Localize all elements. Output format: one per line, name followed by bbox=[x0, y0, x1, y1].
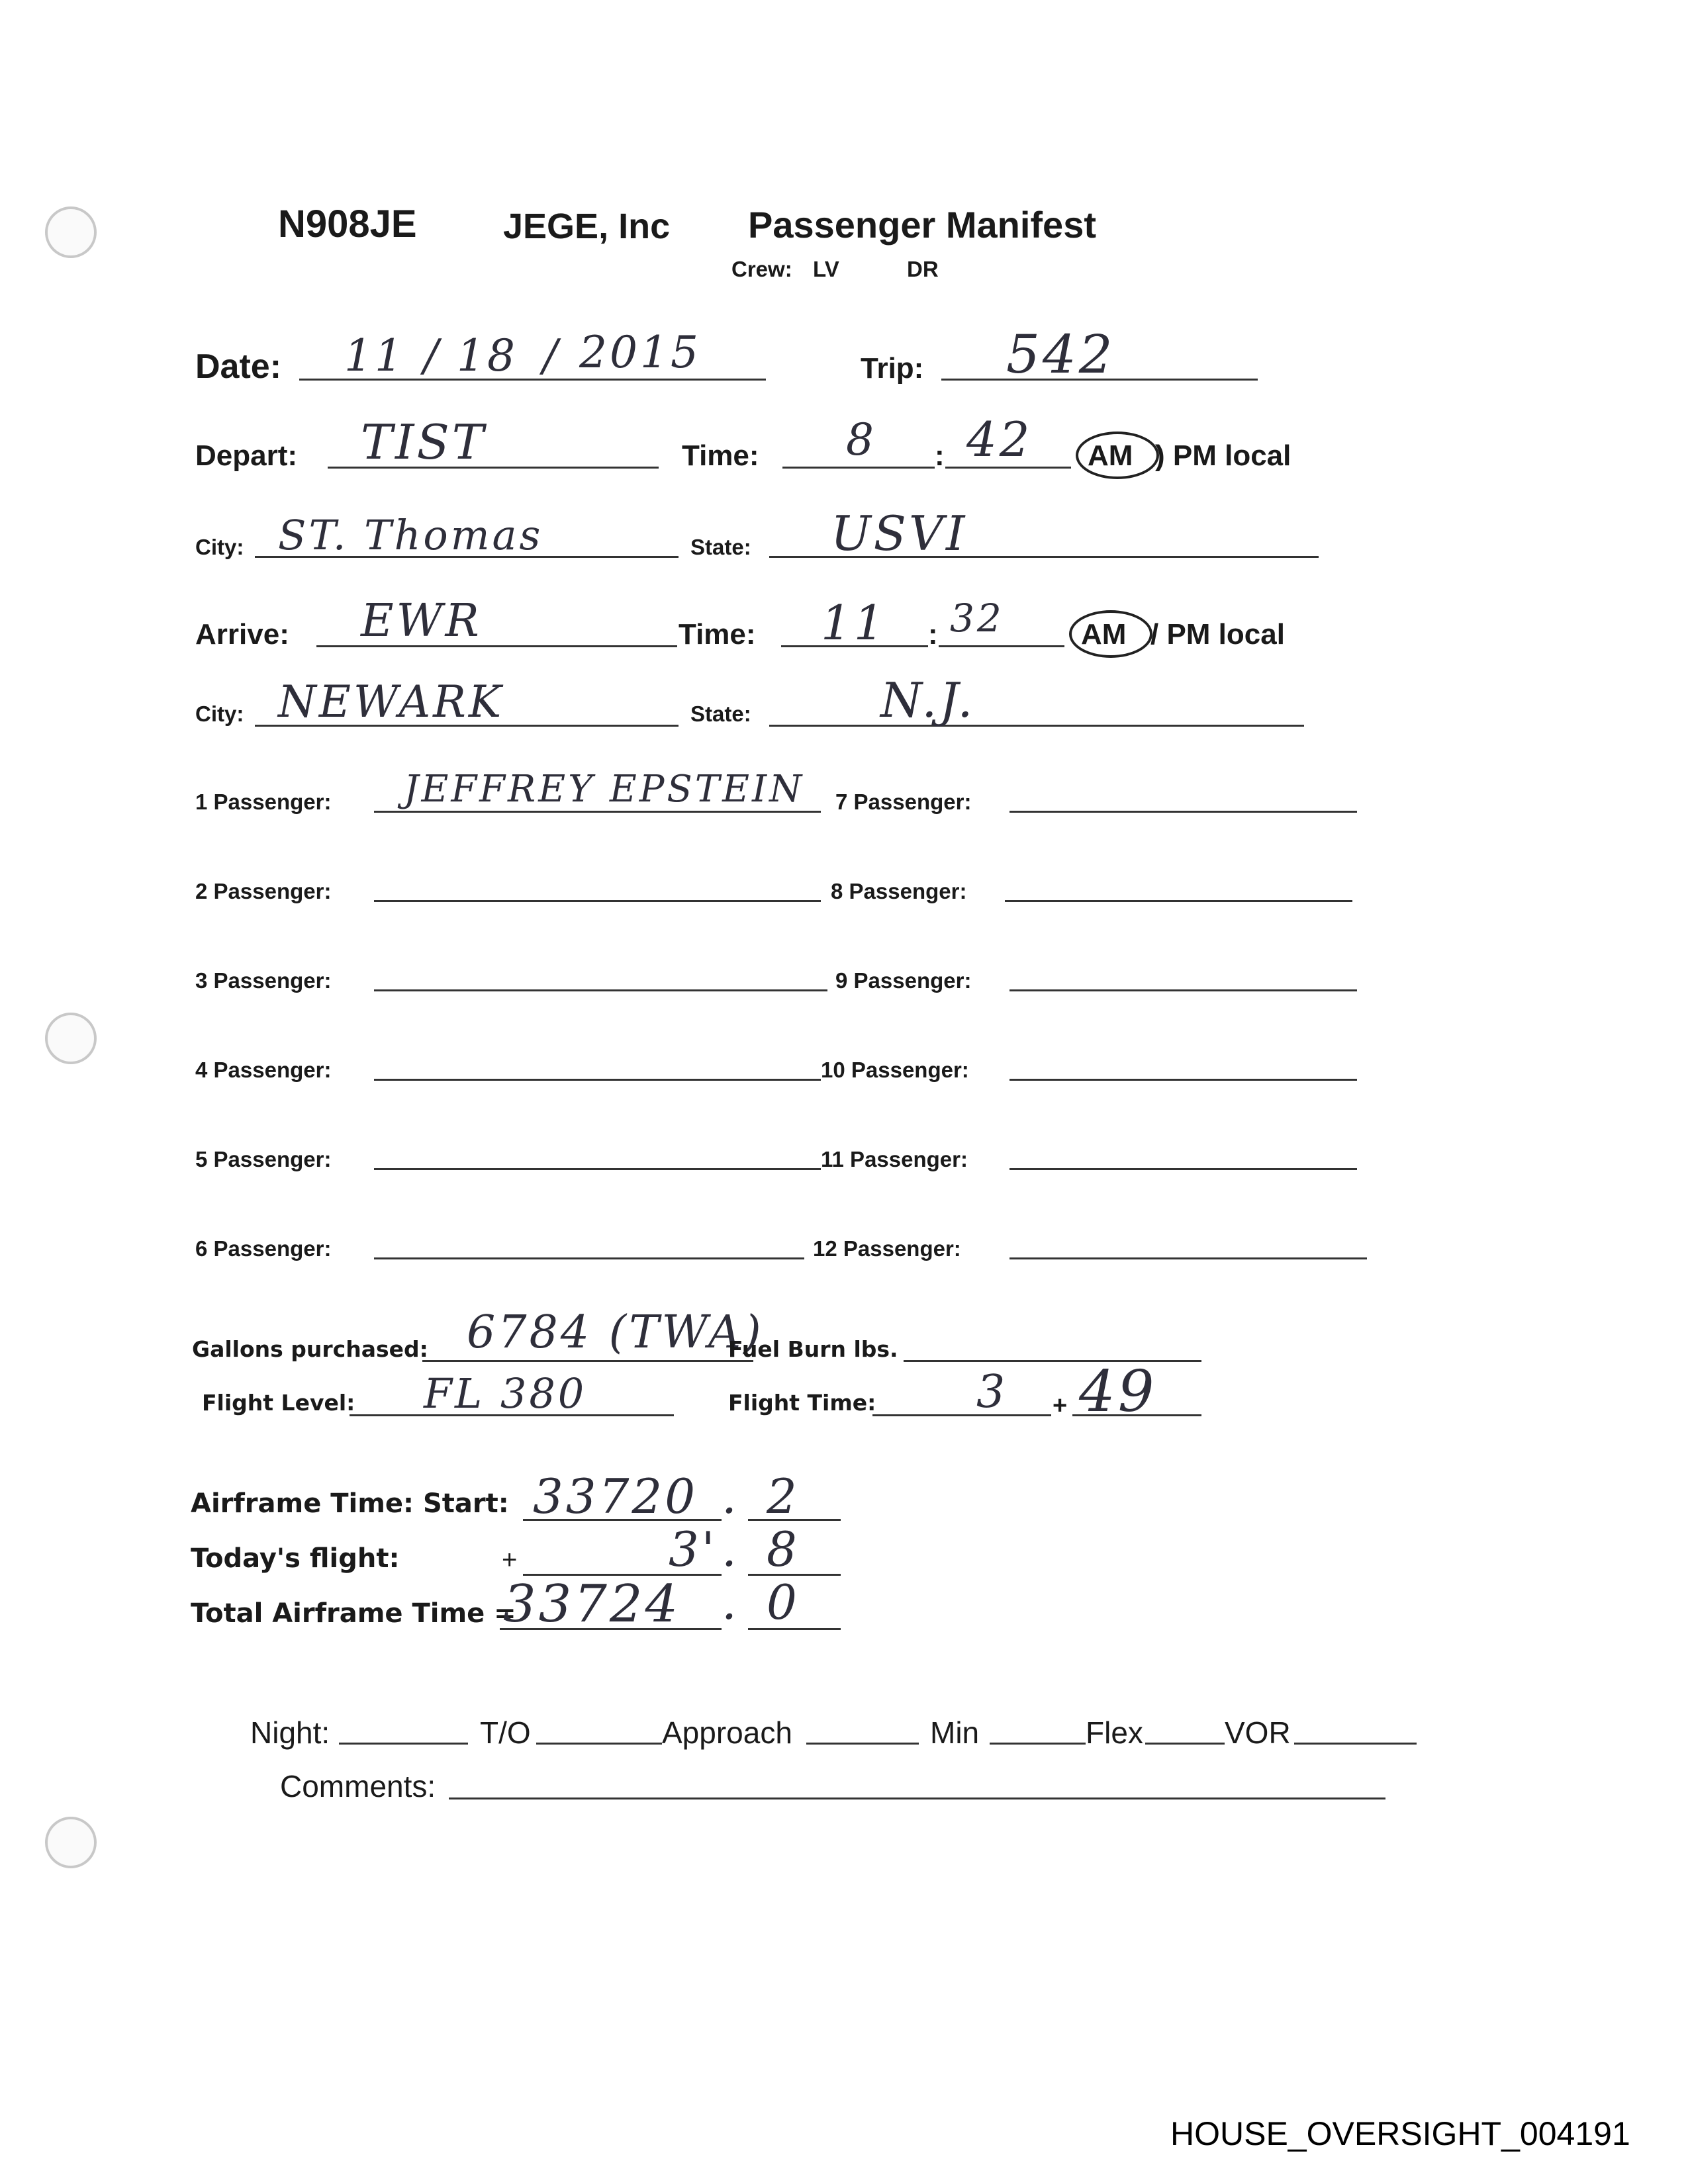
punch-hole-bottom bbox=[45, 1817, 97, 1868]
depart-label: Depart: bbox=[195, 439, 298, 472]
form-title: Passenger Manifest bbox=[748, 204, 1096, 246]
passenger-5-label: 5 Passenger: bbox=[195, 1147, 332, 1171]
approach-label: Approach bbox=[662, 1715, 792, 1750]
passenger-4-label: 4 Passenger: bbox=[195, 1058, 332, 1082]
total-airframe-label: Total Airframe Time = bbox=[191, 1598, 516, 1629]
passenger-4-line bbox=[374, 1079, 821, 1081]
passenger-2-line bbox=[374, 900, 821, 902]
passenger-5-line bbox=[374, 1168, 821, 1170]
bates-number: HOUSE_OVERSIGHT_004191 bbox=[1170, 2115, 1630, 2152]
passenger-9-line bbox=[1009, 989, 1357, 991]
date-label: Date: bbox=[195, 347, 282, 386]
company-name: JEGE, Inc bbox=[503, 206, 671, 246]
passenger-3-label: 3 Passenger: bbox=[195, 968, 332, 993]
arrive-airport-value: EWR bbox=[361, 595, 482, 647]
total-airframe-tenth-value: 0 bbox=[767, 1574, 800, 1630]
todays-flight-decimal: . bbox=[722, 1522, 739, 1577]
min-line bbox=[990, 1743, 1086, 1745]
to-label: T/O bbox=[480, 1715, 531, 1750]
passenger-11-label: 11 Passenger: bbox=[821, 1147, 968, 1171]
passenger-3-line bbox=[374, 989, 827, 991]
gallons-line bbox=[422, 1360, 753, 1362]
date-month-value: 11 bbox=[344, 330, 405, 381]
todays-flight-tenth-value: 8 bbox=[767, 1522, 800, 1577]
arrive-min-line bbox=[939, 645, 1064, 647]
comments-line bbox=[449, 1797, 1385, 1799]
todays-flight-whole-value: 3' bbox=[669, 1522, 718, 1577]
todays-flight-label: Today's flight: bbox=[191, 1543, 400, 1574]
vor-line bbox=[1294, 1743, 1417, 1745]
to-line bbox=[536, 1743, 662, 1745]
night-line bbox=[339, 1743, 468, 1745]
arrive-pm-local-label: / PM local bbox=[1150, 618, 1285, 651]
depart-hour-line bbox=[782, 467, 935, 469]
depart-pm-local-label: ) PM local bbox=[1155, 439, 1291, 472]
total-airframe-decimal: . bbox=[722, 1574, 739, 1630]
crew-member-2: DR bbox=[907, 257, 939, 281]
punch-hole-top bbox=[45, 206, 97, 258]
flight-minutes-value: 49 bbox=[1079, 1359, 1157, 1425]
approach-line bbox=[806, 1743, 919, 1745]
depart-minute-value: 42 bbox=[966, 412, 1033, 467]
passenger-1-label: 1 Passenger: bbox=[195, 790, 332, 814]
depart-airport-value: TIST bbox=[361, 414, 487, 470]
punch-hole-middle bbox=[45, 1013, 97, 1064]
arrive-am-label: AM bbox=[1081, 618, 1127, 651]
depart-city-value: ST. Thomas bbox=[278, 511, 543, 559]
arrive-state-value: N.J. bbox=[880, 672, 976, 728]
passenger-8-label: 8 Passenger: bbox=[831, 879, 967, 903]
crew-label: Crew: bbox=[731, 257, 792, 281]
passenger-12-line bbox=[1009, 1257, 1367, 1259]
airframe-start-tenth-value: 2 bbox=[767, 1469, 800, 1524]
date-day-value: 18 bbox=[457, 330, 518, 381]
trip-label: Trip: bbox=[861, 352, 924, 385]
arrive-hour-value: 11 bbox=[821, 595, 887, 651]
passenger-2-label: 2 Passenger: bbox=[195, 879, 332, 903]
arrive-state-label: State: bbox=[690, 702, 751, 726]
gallons-value: 6784 (TWA) bbox=[467, 1306, 764, 1359]
passenger-8-line bbox=[1005, 900, 1352, 902]
depart-hour-value: 8 bbox=[846, 414, 876, 465]
arrive-time-label: Time: bbox=[679, 618, 756, 651]
trip-value: 542 bbox=[1006, 324, 1115, 385]
flex-label: Flex bbox=[1086, 1715, 1143, 1750]
passenger-7-label: 7 Passenger: bbox=[835, 790, 972, 814]
date-year-value: 2015 bbox=[579, 327, 701, 378]
arrive-minute-value: 32 bbox=[950, 596, 1004, 641]
passenger-1-name: JEFFREY EPSTEIN bbox=[404, 768, 805, 811]
depart-state-label: State: bbox=[690, 535, 751, 559]
min-label: Min bbox=[930, 1715, 980, 1750]
crew-member-1: LV bbox=[813, 257, 839, 281]
night-label: Night: bbox=[250, 1715, 330, 1750]
date-separator-1: / bbox=[424, 330, 442, 381]
vor-label: VOR bbox=[1225, 1715, 1291, 1750]
arrive-state-line bbox=[769, 725, 1304, 727]
flight-hours-line bbox=[872, 1414, 1051, 1416]
depart-am-label: AM bbox=[1088, 439, 1133, 472]
depart-time-colon: : bbox=[935, 439, 945, 472]
passenger-6-line bbox=[374, 1257, 804, 1259]
passenger-11-line bbox=[1009, 1168, 1357, 1170]
tail-number: N908JE bbox=[278, 203, 417, 246]
passenger-6-label: 6 Passenger: bbox=[195, 1236, 332, 1261]
flight-time-label: Flight Time: bbox=[728, 1390, 876, 1416]
arrive-label: Arrive: bbox=[195, 618, 289, 651]
depart-state-value: USVI bbox=[831, 506, 968, 561]
flight-hours-value: 3 bbox=[976, 1366, 1008, 1418]
flight-time-plus: + bbox=[1053, 1392, 1068, 1420]
passenger-10-line bbox=[1009, 1079, 1357, 1081]
arrive-time-colon: : bbox=[928, 618, 938, 651]
airframe-start-label: Airframe Time: Start: bbox=[191, 1488, 509, 1519]
depart-time-label: Time: bbox=[682, 439, 759, 472]
passenger-10-label: 10 Passenger: bbox=[821, 1058, 969, 1082]
flex-line bbox=[1145, 1743, 1225, 1745]
fuel-burn-line bbox=[904, 1360, 1201, 1362]
passenger-12-label: 12 Passenger: bbox=[813, 1236, 961, 1261]
arrive-city-value: NEWARK bbox=[278, 676, 504, 727]
depart-city-label: City: bbox=[195, 535, 244, 559]
arrive-city-label: City: bbox=[195, 702, 244, 726]
passenger-7-line bbox=[1009, 811, 1357, 813]
total-airframe-whole-value: 33724 bbox=[503, 1574, 681, 1634]
passenger-1-line bbox=[374, 811, 821, 813]
passenger-9-label: 9 Passenger: bbox=[835, 968, 972, 993]
todays-flight-plus: + bbox=[502, 1545, 518, 1574]
date-separator-2: / bbox=[543, 330, 561, 381]
airframe-start-whole-value: 33720 bbox=[533, 1469, 698, 1524]
flight-level-value: FL 380 bbox=[424, 1369, 587, 1418]
airframe-start-decimal: . bbox=[722, 1469, 739, 1524]
fuel-burn-label: Fuel Burn lbs. bbox=[728, 1336, 898, 1362]
gallons-purchased-label: Gallons purchased: bbox=[192, 1336, 428, 1362]
flight-level-label: Flight Level: bbox=[202, 1390, 355, 1416]
comments-label: Comments: bbox=[280, 1769, 436, 1803]
